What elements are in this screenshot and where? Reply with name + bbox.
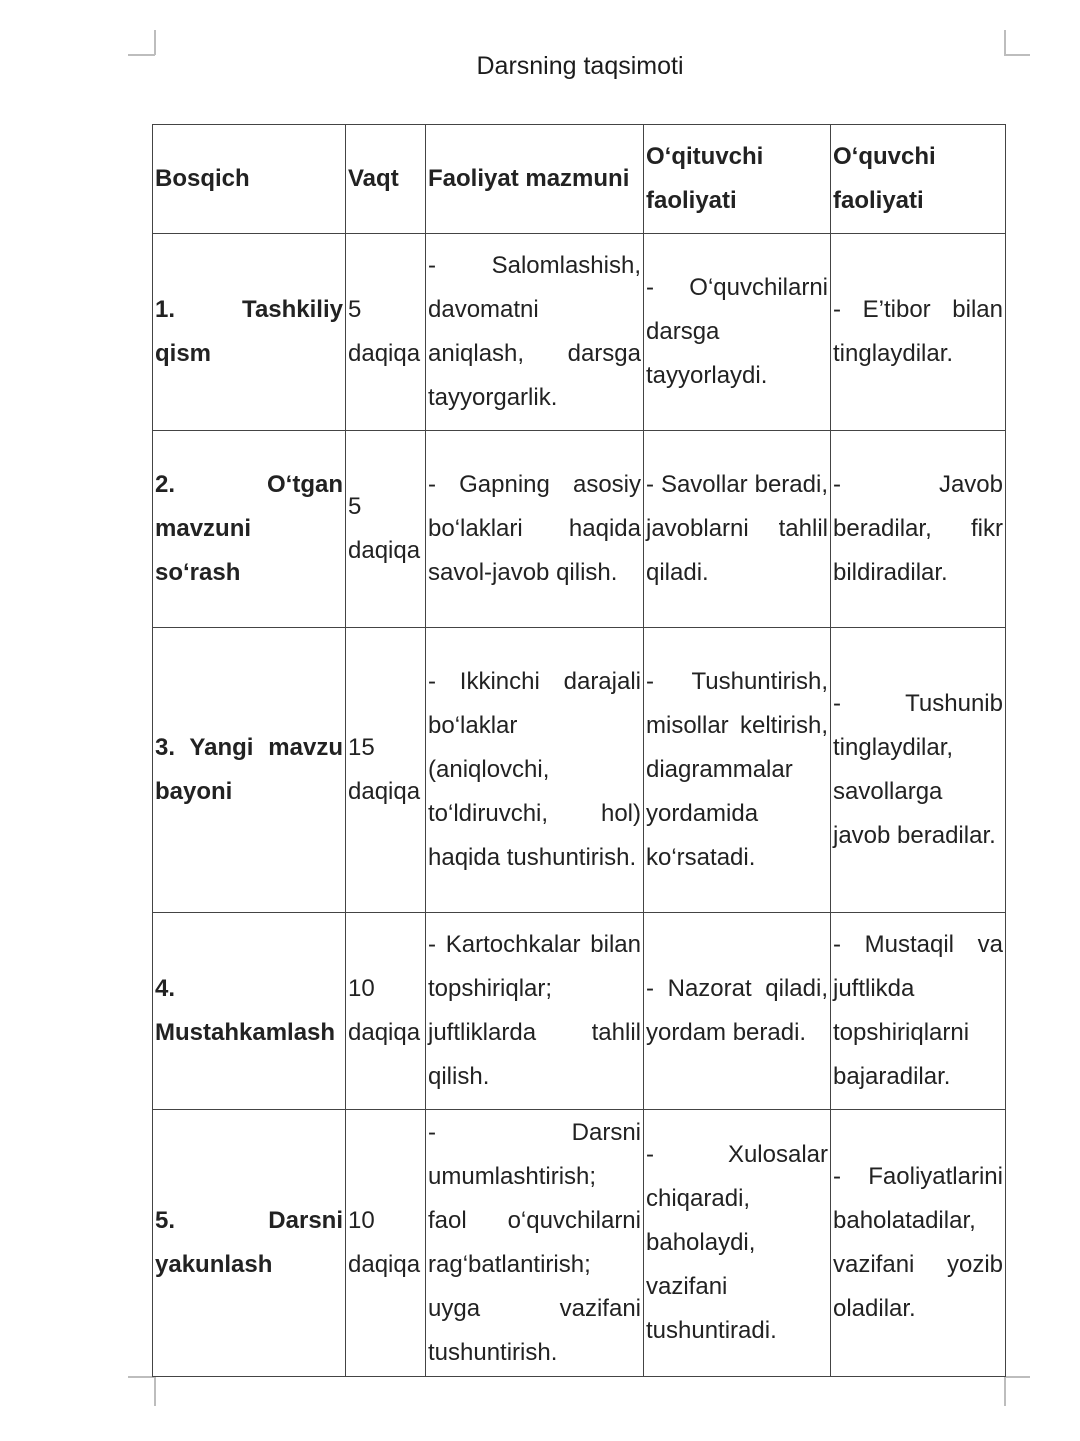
content-cell: - Kartochkalar bilan topshiriqlar; juftliklarda tahlil qilish. bbox=[426, 913, 644, 1110]
table-row bbox=[153, 913, 1006, 1110]
table-row bbox=[153, 1110, 1006, 1377]
time-cell: 10 daqiqa bbox=[346, 1110, 426, 1377]
stage-cell: 5. Darsni yakunlash bbox=[153, 1110, 346, 1377]
student-cell: - Tushunib tinglaydilar, savollarga javob beradilar. bbox=[831, 628, 1006, 913]
table-row bbox=[153, 628, 1006, 913]
time-cell: 5 daqiqa bbox=[346, 431, 426, 628]
table-row bbox=[153, 431, 1006, 628]
header-time: Vaqt bbox=[346, 125, 426, 234]
crop-mark-bottom-left-v bbox=[154, 1376, 156, 1406]
table-header-row bbox=[153, 125, 1006, 234]
teacher-cell: - Xulosalar chiqaradi, baholaydi, vazifani tushuntiradi. bbox=[644, 1110, 831, 1377]
student-cell: - Javob beradilar, fikr bildiradilar. bbox=[831, 431, 1006, 628]
header-stage: Bosqich bbox=[153, 125, 346, 234]
content-cell: - Gapning asosiy bo‘laklari haqida savol-javob qilish. bbox=[426, 431, 644, 628]
lesson-plan-table bbox=[152, 124, 1006, 1377]
crop-mark-bottom-right-h bbox=[1004, 1376, 1030, 1378]
student-cell: - Faoliyatlarini baholatadilar, vazifani yozib oladilar. bbox=[831, 1110, 1006, 1377]
teacher-cell: - Nazorat qiladi, yordam beradi. bbox=[644, 913, 831, 1110]
header-teacher: O‘qituvchi faoliyati bbox=[644, 125, 831, 234]
stage-cell: 1. Tashkiliy qism bbox=[153, 234, 346, 431]
stage-cell: 2. O‘tgan mavzuni so‘rash bbox=[153, 431, 346, 628]
stage-cell: 3. Yangi mavzu bayoni bbox=[153, 628, 346, 913]
student-cell: - Mustaqil va juftlikda topshiriqlarni bajaradilar. bbox=[831, 913, 1006, 1110]
time-cell: 15 daqiqa bbox=[346, 628, 426, 913]
teacher-cell: - Savollar beradi, javoblarni tahlil qiladi. bbox=[644, 431, 831, 628]
stage-cell: 4. Mustahkamlash bbox=[153, 913, 346, 1110]
student-cell: - E’tibor bilan tinglaydilar. bbox=[831, 234, 1006, 431]
content-cell: - Ikkinchi darajali bo‘laklar (aniqlovchi, to‘ldiruvchi, hol) haqida tushuntirish. bbox=[426, 628, 644, 913]
time-cell: 5 daqiqa bbox=[346, 234, 426, 431]
teacher-cell: - Tushuntirish, misollar keltirish, diagrammalar yordamida ko‘rsatadi. bbox=[644, 628, 831, 913]
content-cell: - Darsni umumlashtirish; faol o‘quvchilarni rag‘batlantirish; uyga vazifani tushuntirish. bbox=[426, 1110, 644, 1377]
header-content: Faoliyat mazmuni bbox=[426, 125, 644, 234]
page-title: Darsning taqsimoti bbox=[476, 52, 684, 80]
content-cell: - Salomlashish, davomatni aniqlash, darsga tayyorgarlik. bbox=[426, 234, 644, 431]
crop-mark-bottom-left-h bbox=[128, 1376, 155, 1378]
teacher-cell: - O‘quvchilarni darsga tayyorlaydi. bbox=[644, 234, 831, 431]
header-student: O‘quvchi faoliyati bbox=[831, 125, 1006, 234]
table-row bbox=[153, 234, 1006, 431]
time-cell: 10 daqiqa bbox=[346, 913, 426, 1110]
crop-mark-bottom-right-v bbox=[1004, 1376, 1006, 1406]
